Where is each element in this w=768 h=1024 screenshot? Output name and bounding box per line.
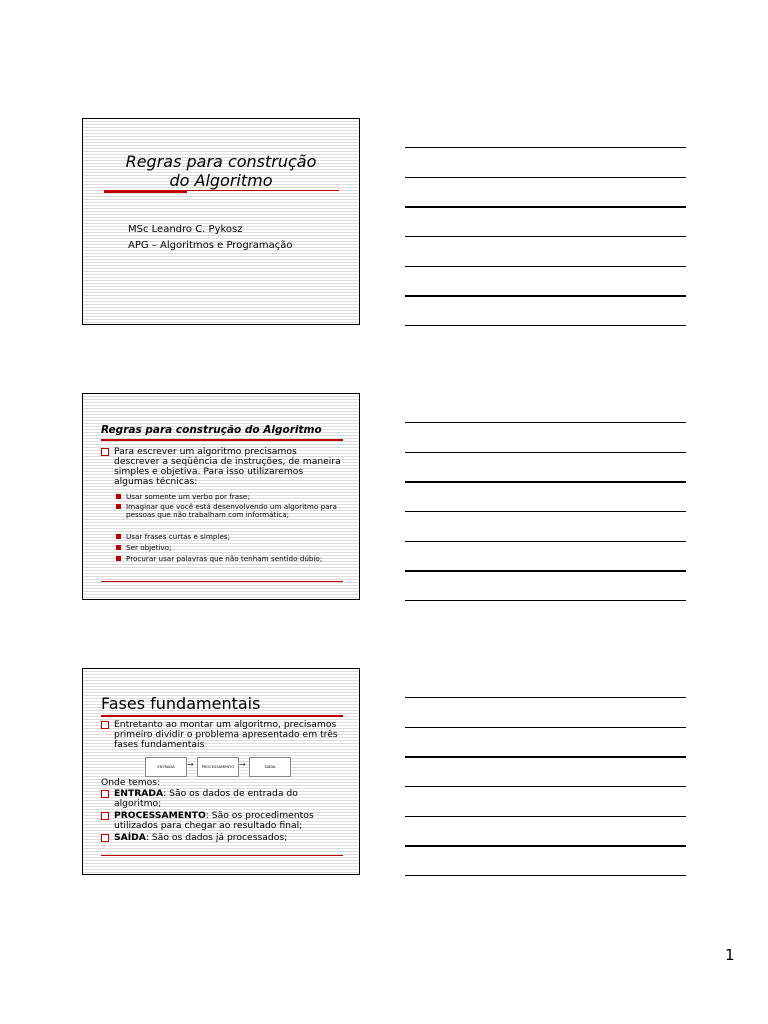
flow-box-saida: SAÍDA [249, 757, 291, 777]
term-description: : São os dados já processados; [145, 832, 288, 843]
slide-3-footer-rule [101, 855, 343, 856]
slide-1-title-line-2: do Algoritmo [169, 171, 273, 190]
note-line [405, 816, 686, 817]
note-line [405, 206, 686, 208]
flow-box-processamento: PROCESSAMENTO [197, 757, 239, 777]
slide-3-title-rule [101, 715, 343, 717]
slide-2-title: Regras para construção do Algoritmo [101, 424, 322, 436]
term-saida: SAÍDA [114, 832, 146, 843]
note-line [405, 511, 686, 512]
note-line [405, 236, 686, 237]
note-line [405, 295, 686, 297]
phase-flow-diagram [145, 757, 295, 777]
hollow-square-bullet-icon [101, 812, 109, 820]
list-item [116, 503, 345, 519]
note-line [405, 325, 686, 326]
bullet-text: Entretanto ao montar um algoritmo, precisamos primeiro dividir o problema apresentado em três fases fundamentais [114, 719, 338, 750]
note-line [405, 570, 686, 572]
slide-1-title-line-1: Regras para construção [125, 152, 317, 171]
note-line [405, 422, 686, 423]
note-line [405, 697, 686, 698]
sub-bullet-text: Usar somente um verbo por frase; [126, 492, 250, 501]
hollow-square-bullet-icon [101, 721, 109, 729]
note-line [405, 727, 686, 728]
title-underline-thin [187, 190, 339, 191]
arrow-right-icon: → [187, 760, 194, 769]
note-line [405, 147, 686, 148]
arrow-right-icon: → [239, 760, 246, 769]
sub-bullet-text: Imaginar que você está desenvolvendo um algoritmo para pessoas que não trabalham com informática; [126, 502, 337, 519]
note-line [405, 177, 686, 178]
list-item [101, 789, 345, 809]
filled-square-bullet-icon [116, 494, 121, 499]
hollow-square-bullet-icon [101, 834, 109, 842]
filled-square-bullet-icon [116, 534, 121, 539]
note-line [405, 452, 686, 453]
list-item [101, 447, 345, 487]
list-item [116, 555, 345, 563]
note-line [405, 600, 686, 601]
slide-1 [82, 118, 360, 325]
term-processamento: PROCESSAMENTO [114, 810, 206, 821]
list-item [116, 533, 345, 541]
note-line [405, 875, 686, 876]
slide-2-title-rule [101, 439, 343, 441]
slide-2-footer-rule [101, 581, 343, 582]
note-line [405, 266, 686, 267]
list-item [116, 493, 345, 501]
filled-square-bullet-icon [116, 504, 121, 509]
note-line [405, 786, 686, 787]
filled-square-bullet-icon [116, 545, 121, 550]
note-line [405, 756, 686, 758]
sub-bullet-text: Procurar usar palavras que não tenham sentido dúbio; [126, 554, 323, 563]
list-item [101, 811, 345, 831]
title-underline-thick [104, 190, 187, 193]
note-line [405, 845, 686, 847]
hollow-square-bullet-icon [101, 448, 109, 456]
sub-bullet-text: Ser objetivo; [126, 543, 172, 552]
bullet-text: Para escrever um algoritmo precisamos descrever a seqüência de instruções, de maneira simples e objetiva. Para isso utilizaremos algumas técnicas: [114, 446, 341, 487]
slide-2 [82, 393, 360, 600]
hollow-square-bullet-icon [101, 790, 109, 798]
list-item [116, 544, 345, 552]
note-line [405, 541, 686, 542]
slide-3-title: Fases fundamentais [101, 694, 261, 713]
filled-square-bullet-icon [116, 556, 121, 561]
slide-3 [82, 668, 360, 875]
onde-temos-label: Onde temos: [101, 777, 161, 788]
term-description: : São os dados de entrada do algoritmo; [114, 788, 298, 809]
list-item [101, 833, 345, 843]
flow-box-entrada: ENTRADA [145, 757, 187, 777]
page-number: 1 [725, 946, 735, 964]
list-item [101, 720, 345, 750]
author-name: MSc Leandro C. Pykosz [128, 224, 243, 235]
sub-bullet-text: Usar frases curtas e simples; [126, 532, 231, 541]
note-line [405, 481, 686, 483]
course-name: APG – Algoritmos e Programação [128, 240, 293, 251]
term-entrada: ENTRADA [114, 788, 164, 799]
term-description: : São os procedimentos utilizados para chegar ao resultado final; [114, 810, 314, 831]
